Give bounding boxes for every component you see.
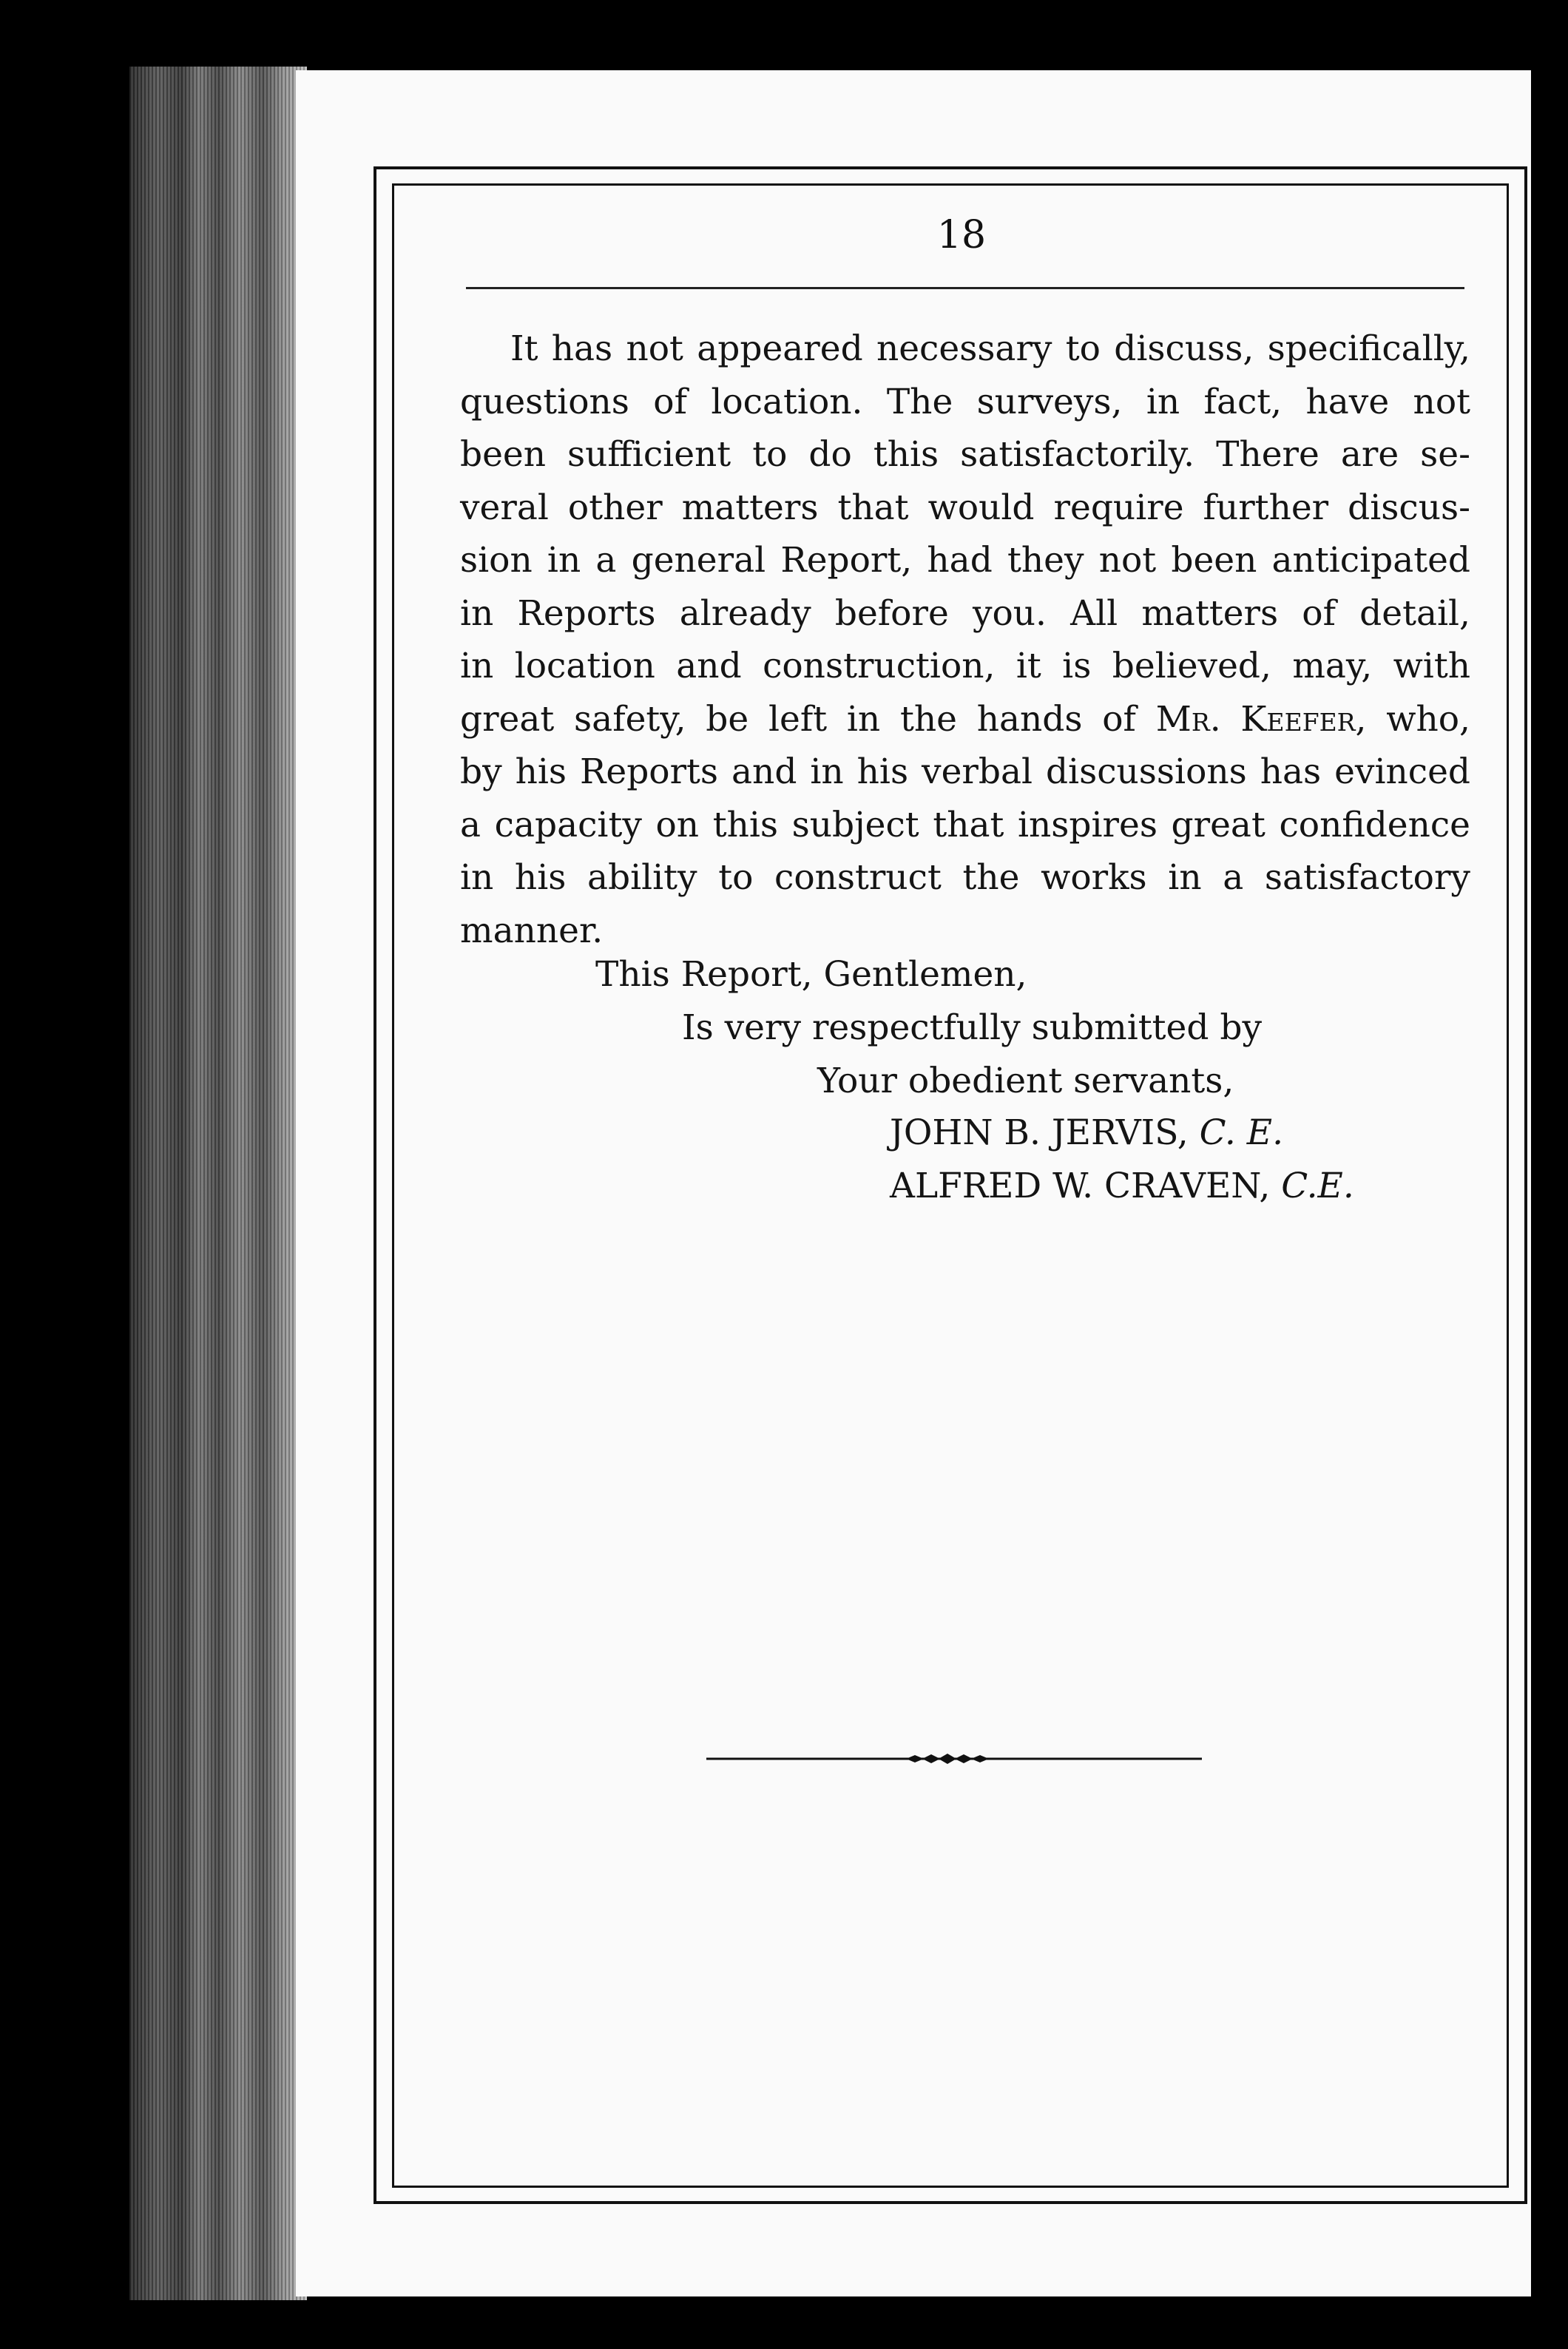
signature-title: C. E. [1199, 1112, 1284, 1153]
signature-jervis [890, 1112, 1283, 1153]
signature-name: ALFRED W. CRAVEN, [890, 1166, 1271, 1206]
signature-title: C.E. [1281, 1166, 1354, 1206]
paragraph-line: been sufficient to do this satisfactorily. There are se- [460, 434, 1470, 475]
paragraph-line: sion in a general Report, had they not been anticipated [460, 540, 1470, 581]
closing-submitted: Is very respectfully submitted by [682, 1007, 1263, 1048]
closing-servants: Your obedient servants, [817, 1061, 1234, 1101]
paragraph-line: a capacity on this subject that inspires great confidence [460, 804, 1470, 845]
paragraph-line: in location and construction, it is believed, may, with [460, 646, 1470, 686]
ornamental-rule [706, 1751, 1202, 1766]
book-page-edges [129, 67, 307, 2300]
paragraph-line: by his Reports and in his verbal discussions has evinced [460, 751, 1470, 792]
paragraph-line: questions of location. The surveys, in fact, have not [460, 381, 1470, 422]
paragraph-line: It has not appeared necessary to discuss, specifically, [510, 328, 1470, 369]
keefer-name: Mr. Keefer [1155, 698, 1356, 740]
body-paragraph [460, 322, 1470, 957]
header-rule [466, 287, 1464, 289]
signature-name: JOHN B. JERVIS, [890, 1112, 1189, 1153]
line-text: great safety, be left in the hands of [460, 698, 1136, 740]
line-tail: , who, [1355, 698, 1470, 740]
paragraph-line: veral other matters that would require further discus- [460, 487, 1470, 528]
page-number: 18 [936, 213, 987, 257]
paragraph-line-keefer [460, 693, 1470, 746]
paragraph-line: in his ability to construct the works in a satisfactory [460, 857, 1470, 898]
paragraph-line: manner. [460, 910, 604, 951]
closing-salutation: This Report, Gentlemen, [595, 954, 1027, 995]
signature-craven [890, 1166, 1354, 1206]
paragraph-line: in Reports already before you. All matters of detail, [460, 592, 1470, 634]
